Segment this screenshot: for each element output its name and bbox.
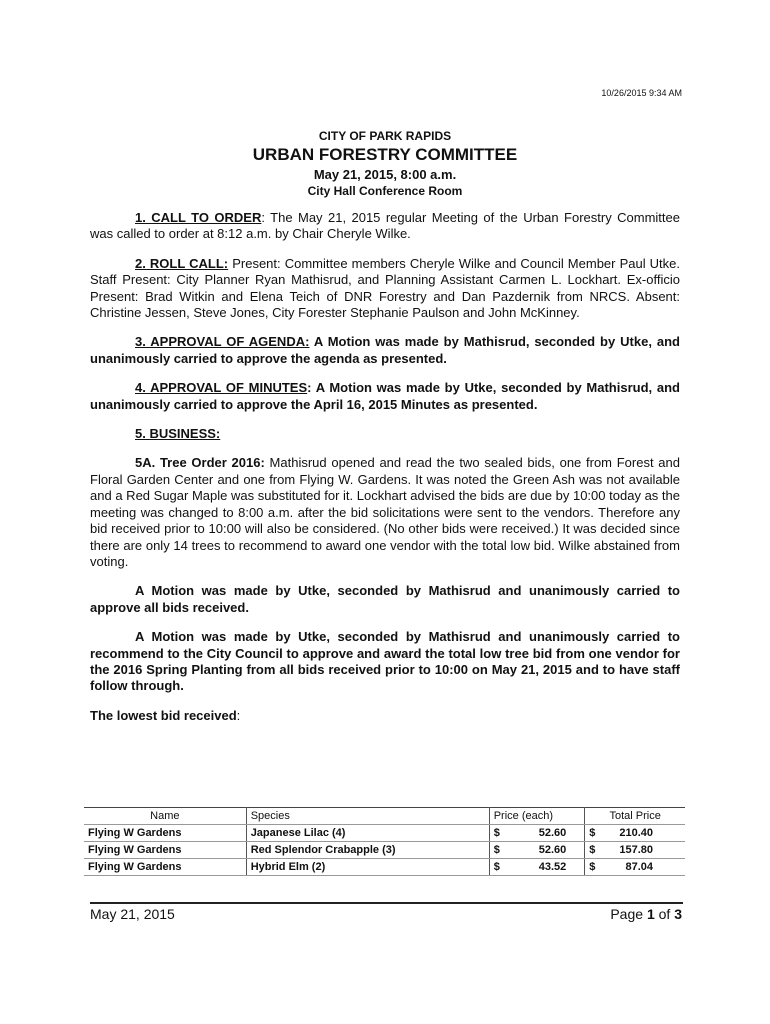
cell-total <box>585 859 685 876</box>
footer-date: May 21, 2015 <box>90 906 175 922</box>
lowest-bid-colon: : <box>236 707 241 723</box>
price-amount: 52.60 <box>538 844 567 856</box>
document-header <box>0 128 770 199</box>
cell-price <box>489 825 585 842</box>
motion-recommend-award <box>90 629 680 695</box>
section-approval-minutes <box>90 380 680 413</box>
total-currency: $ <box>589 827 596 839</box>
table-row <box>84 825 685 842</box>
price-currency: $ <box>493 827 500 839</box>
cell-species: Red Splendor Crabapple (3) <box>246 842 489 859</box>
price-amount: 43.52 <box>538 861 567 873</box>
approval-minutes-heading: 4. APPROVAL OF MINUTES <box>135 380 308 396</box>
call-to-order-text: : The May 21, 2015 regular Meeting of the Urban Forestry Committee was called to order at 8:12 a.m. by Chair Cheryle Wilke. <box>90 210 680 242</box>
motion-approve-bids-text: A Motion was made by Utke, seconded by Mathisrud and unanimously carried to approve all bids received. <box>90 583 680 615</box>
roll-call-text: Present: Committee members Cheryle Wilke and Council Member Paul Utke. Staff Present: City Planner Ryan Mathisrud, and Planning Assistant Carmen L. Lockhart. Ex-officio Present: Brad Witkin and Elena Teich of DNR Forestry and Dan Pazdernik from NRCS. Absent: Christine Jessen, Steve Jones, City Forester Stephanie Paulson and John McKinney. <box>90 255 681 321</box>
cell-total <box>585 842 685 859</box>
motion-approve-bids <box>90 583 680 616</box>
lowest-bid-text: The lowest bid received <box>90 707 237 723</box>
city-name: CITY OF PARK RAPIDS <box>318 129 452 143</box>
page-total: 3 <box>674 906 682 922</box>
table-row <box>84 859 685 876</box>
section-roll-call <box>90 256 680 322</box>
page-prefix: Page <box>610 906 647 922</box>
section-tree-order <box>90 455 680 570</box>
total-amount: 210.40 <box>619 827 653 839</box>
cell-name: Flying W Gardens <box>84 825 246 842</box>
footer-divider <box>90 902 683 904</box>
column-header-price: Price (each) <box>489 808 585 825</box>
cell-price <box>489 859 585 876</box>
price-amount: 52.60 <box>538 827 567 839</box>
minutes-body <box>90 210 680 724</box>
table-row <box>84 842 685 859</box>
total-amount: 157.80 <box>619 844 653 856</box>
committee-title: URBAN FORESTRY COMMITTEE <box>252 145 518 164</box>
page-current: 1 <box>646 906 655 922</box>
tree-order-text: Mathisrud opened and read the two sealed bids, one from Forest and Floral Garden Center and one from Flying W. Gardens. It was noted the Green Ash was not available and a Red Sugar Maple was substituted for it. Lockhart advised the bids are due by 10:00 today as the meeting was changed to 8:00 a.m. after the bid solicitations were sent to the vendors. Therefore any bid received prior to 10:00 will also be considered. (No other bids were received.) It was decided since there are only 14 trees to recommend to award one vendor with the total low bid. Wilke abstained from voting. <box>90 455 680 569</box>
bid-table <box>84 807 685 876</box>
meeting-date: May 21, 2015, 8:00 a.m. <box>313 167 457 182</box>
column-header-total: Total Price <box>585 808 685 825</box>
call-to-order-heading: 1. CALL TO ORDER <box>135 210 262 225</box>
approval-minutes-text: : A Motion was made by Utke, seconded by Mathisrud, and unanimously carried to approve the April 16, 2015 Minutes as presented. <box>90 380 680 412</box>
cell-species: Hybrid Elm (2) <box>246 859 489 876</box>
page-number <box>610 906 682 922</box>
section-business <box>90 426 680 442</box>
motion-recommend-award-text: A Motion was made by Utke, seconded by Mathisrud and unanimously carried to recommend to the City Council to approve and award the total low tree bid from one vendor for the 2016 Spring Planting from all bids received prior to 10:00 on May 21, 2015 and to have staff follow through. <box>90 629 680 694</box>
cell-total <box>585 825 685 842</box>
meeting-location: City Hall Conference Room <box>307 184 463 198</box>
approval-agenda-text: A Motion was made by Mathisrud, seconded by Utke, and unanimously carried to approve the agenda as presented. <box>90 334 680 366</box>
section-approval-agenda <box>90 334 680 367</box>
price-currency: $ <box>493 861 500 873</box>
business-heading: 5. BUSINESS: <box>135 426 221 442</box>
total-currency: $ <box>589 861 596 873</box>
lowest-bid-label <box>90 708 680 724</box>
roll-call-heading: 2. ROLL CALL: <box>135 255 229 271</box>
print-timestamp: 10/26/2015 9:34 AM <box>601 88 682 98</box>
cell-name: Flying W Gardens <box>84 859 246 876</box>
price-currency: $ <box>493 844 500 856</box>
cell-species: Japanese Lilac (4) <box>246 825 489 842</box>
tree-order-heading: 5A. Tree Order 2016: <box>135 455 265 471</box>
total-currency: $ <box>589 844 596 856</box>
cell-price <box>489 842 585 859</box>
bid-table-header-row <box>84 808 685 825</box>
column-header-species: Species <box>246 808 489 825</box>
approval-agenda-heading: 3. APPROVAL OF AGENDA: <box>135 334 310 350</box>
column-header-name: Name <box>84 808 246 825</box>
cell-name: Flying W Gardens <box>84 842 246 859</box>
total-amount: 87.04 <box>625 861 653 873</box>
page-of: of <box>654 906 675 922</box>
section-call-to-order <box>90 210 680 243</box>
